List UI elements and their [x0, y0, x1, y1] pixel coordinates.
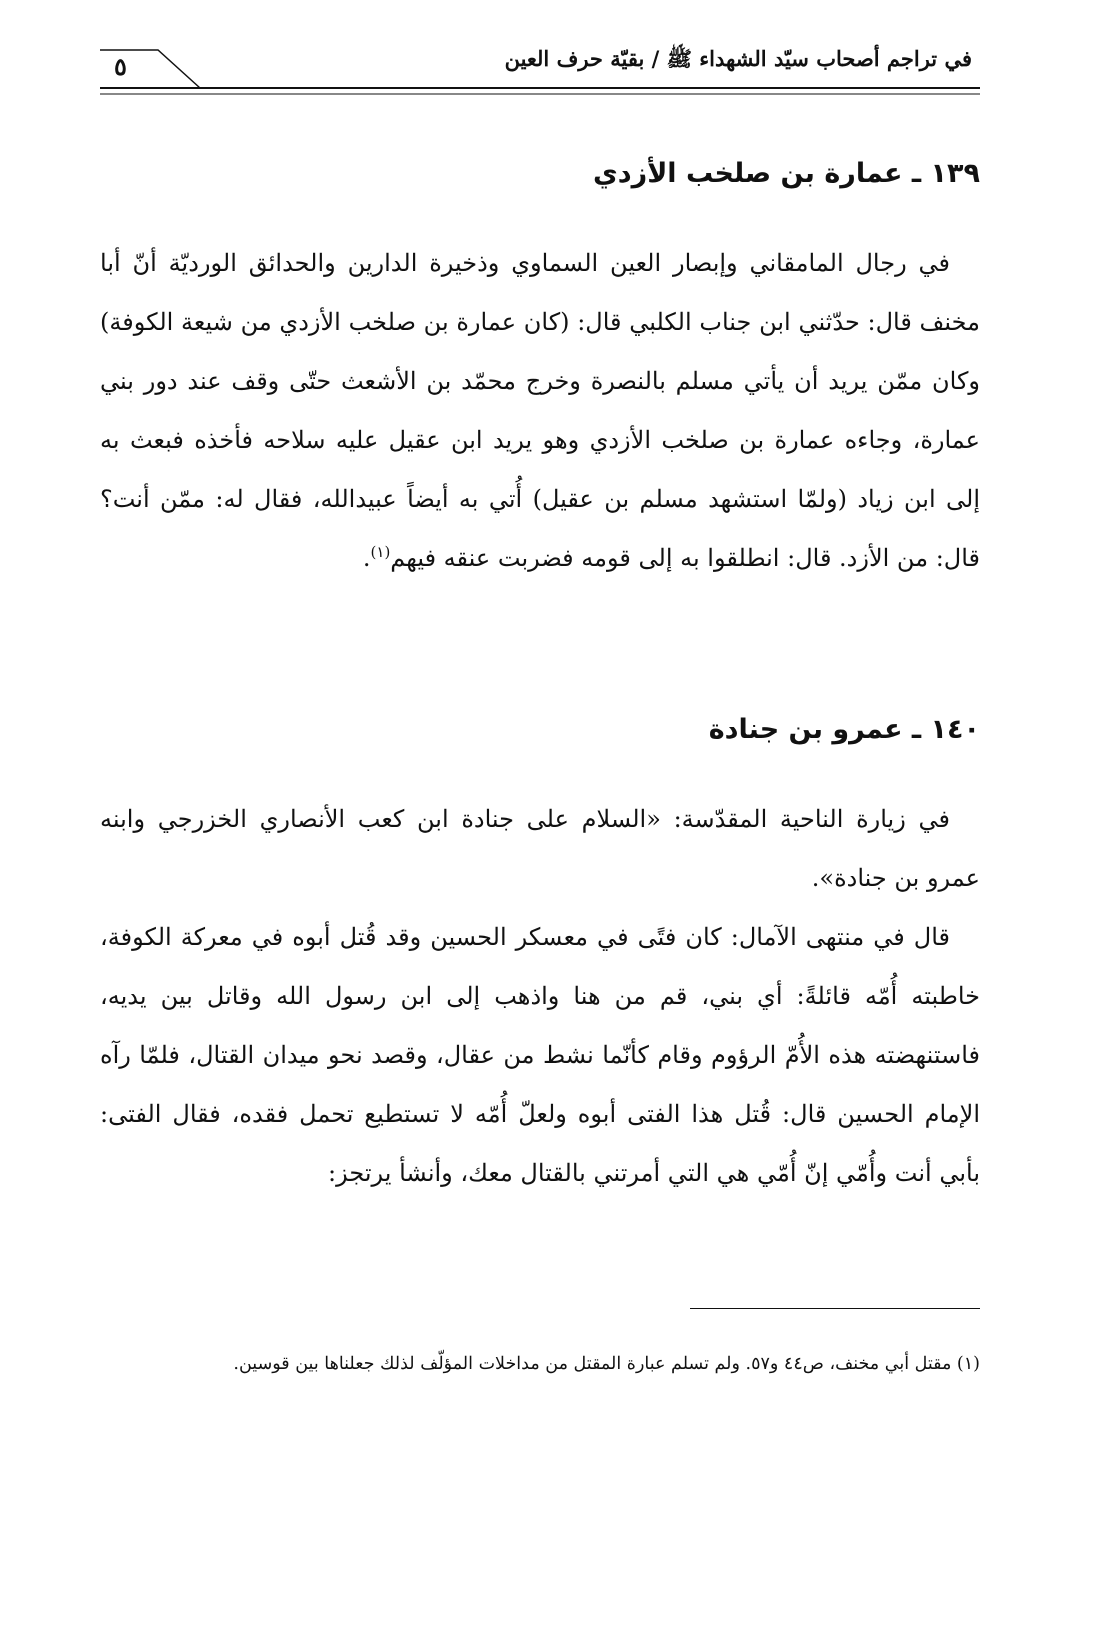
- paragraph: [100, 234, 980, 588]
- paragraph: في زيارة الناحية المقدّسة: «السلام على جنادة ابن كعب الأنصاري الخزرجي وابنه عمرو بن جنادة».: [100, 805, 980, 892]
- page-number: ٥: [114, 52, 127, 81]
- section-139-body: [100, 234, 980, 588]
- paragraph-text: في رجال المامقاني وإبصار العين السماوي وذخيرة الدارين والحدائق الورديّة أنّ أبا مخنف قال: حدّثني ابن جناب الكلبي قال: (كان عمارة بن صلخب الأزدي من شيعة الكوفة) وكان ممّن يريد أن يأتي مسلم بالنصرة وخرج محمّد بن الأشعث حتّى وقف عند دور بني عمارة، وجاءه عمارة بن صلخب الأزدي وهو يريد ابن عقيل عليه سلاحه فأخذه فبعث به إلى ابن زياد (ولمّا استشهد مسلم بن عقيل) أُتي به أيضاً عبيدالله، فقال له: ممّن أنت؟ قال: من الأزد. قال: انطلقوا به إلى قومه فضربت عنقه فيهم: [100, 249, 980, 572]
- running-header: [100, 44, 980, 100]
- section-heading-140: ١٤٠ ـ عمرو بن جنادة: [708, 714, 980, 745]
- section-heading-139: ١٣٩ ـ عمارة بن صلخب الأزدي: [593, 158, 980, 189]
- header-title: في تراجم أصحاب سيّد الشهداء ﷺ / بقيّة حرف العين: [504, 46, 972, 71]
- paragraph: قال في منتهى الآمال: كان فتًى في معسكر الحسين وقد قُتل أبوه في معركة الكوفة، خاطبته أُمّه قائلةً: أي بني، قم من هنا واذهب إلى ابن رسول الله وقاتل بين يديه، فاستنهضته هذه الأُمّ الرؤوم وقام كأنّما نشط من عقال، وقصد نحو ميدان القتال، فلمّا رآه الإمام الحسين قال: قُتل هذا الفتى أبوه ولعلّ أُمّه لا تستطيع تحمل فقده، فقال الفتى: بأبي أنت وأُمّي إنّ أُمّي هي التي أمرتني بالقتال معك، وأنشأ يرتجز:: [100, 923, 980, 1187]
- footnote-reference: (١): [370, 543, 391, 561]
- footnote-divider: [690, 1308, 980, 1309]
- section-140-body: [100, 790, 980, 1203]
- paragraph-end: .: [362, 544, 371, 572]
- footnote: (١) مقتل أبي مخنف، ص٤٤ و٥٧. ولم تسلم عبارة المقتل من مداخلات المؤلّف لذلك جعلناها بين قوسين.: [233, 1354, 980, 1374]
